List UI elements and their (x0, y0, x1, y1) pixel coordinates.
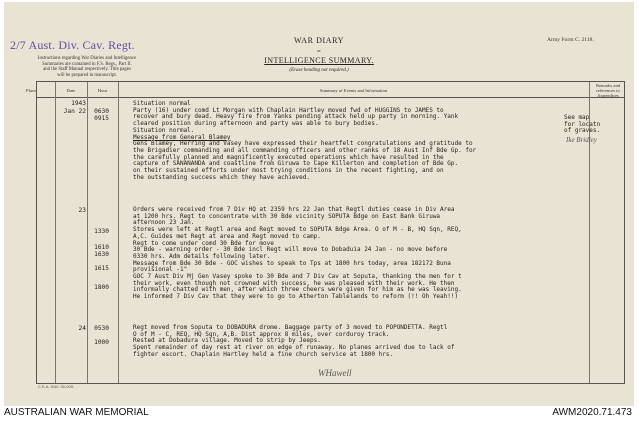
entry-line: O of M - C, REQ, HQ Sqn, A,B. Dist approx 8 miles, over corduroy track. (133, 330, 390, 338)
hour-label: 1330 (94, 228, 109, 235)
year-label: 1943 (71, 100, 86, 107)
instructions-note (12, 56, 162, 78)
hour-label: 1630 (94, 251, 109, 258)
form-erase-note: (Erase heading not required.) (289, 68, 349, 73)
entry-line: A,C. Guides met Regt at area and Regt moved to camp. (133, 232, 321, 240)
entry-line: the outstanding success which they have achieved. (133, 173, 311, 181)
hour-label: 1615 (94, 265, 109, 272)
entry-line: cleared position during afternoon and party was able to bury bodies. (133, 120, 379, 128)
header-divider (37, 97, 624, 98)
instructions-line: Summaries are contained in F.S. Regs., Part II. (42, 61, 132, 67)
diary-entry (133, 207, 462, 301)
remarks-note (564, 115, 600, 135)
hour-label: 0530 (94, 325, 109, 332)
hour-label: 0915 (94, 115, 109, 122)
entry-line: GOC 7 Aust Div Mj Gen Vasey spoke to 30 Bde and 7 Div Cav at Soputa, thanking the men for t (133, 273, 462, 281)
column-divider (55, 82, 56, 383)
remarks-line: for locatn (564, 120, 601, 128)
entry-line: Gens Blamey, Herring and Vasey have expressed their heartfelt congratulations and gratitude to (133, 140, 473, 148)
instructions-line: will be prepared in manuscript. (57, 72, 117, 78)
instructions-line: and the Staff Manual respectively. Title pages (43, 67, 131, 73)
entry-line: informally chatted with men, after which three cheers were given for him as he was leaving. (133, 286, 462, 294)
army-form-number: Army Form C. 2118. (547, 37, 594, 43)
entry-line: Message from Bde 30 Bde - GOC wishes to speak to Tps at 1800 hrs today, area 182172 Buna (133, 259, 451, 267)
date-label: Jan 22 (63, 108, 86, 115)
entry-line: Regt to come under comd 30 Bde for move (133, 239, 274, 247)
column-header-date: Date (66, 87, 76, 93)
column-header-summary: Summary of Events and Information (319, 87, 388, 93)
entry-line: at 1200 hrs. Regt to concentrate with 30 Bde vicinity SOPUTA Bdge on East Bank Giruwa (133, 212, 441, 220)
entry-line: Situation normal. (133, 126, 195, 134)
diary-entry (133, 101, 476, 181)
date-label: 24 (78, 325, 86, 332)
date-label: 23 (78, 207, 86, 214)
entry-line: Party (16) under comd Lt Morgan with Chaplain Hartley moved fwd of HUGGINS to JAMES to (133, 106, 444, 114)
officer-signature: WHawell (318, 368, 352, 378)
remarks-line: See map (564, 114, 590, 121)
column-header-hour: Hour (97, 87, 108, 93)
entry-line: the carefully planned and magnificently executed operations which have resulted in the (133, 153, 444, 161)
print-code: C.E.A. 5/40. 50,000. (38, 384, 75, 389)
hour-label: 1610 (94, 244, 109, 251)
entry-line: 0330 hrs. Adm details following later. (133, 252, 271, 260)
entry-line: He informed 7 Div Cav that they were to go to Atherton Tablelands to reform (!! Oh Yeah!!) (133, 293, 459, 301)
instructions-line: Instructions regarding War Diaries and Intelligence (37, 56, 137, 61)
entry-line: Orders were received from 7 Div HQ at 2359 hrs 22 Jan that Regtl duties cease in Div Area (133, 206, 455, 213)
column-divider (118, 82, 119, 383)
entry-line: Spent remainder of day rest at river on edge of runaway. No planes arrived due to lack of (133, 344, 455, 352)
unit-stamp: 2/7 Aust. Div. Cav. Regt. (10, 38, 135, 52)
entry-line: the Brigadier commanding and all commanding officers and other ranks of 18 Aust Inf Bde Gp. for (133, 146, 477, 154)
entry-line: 30 Bde - warning order - 30 Bde incl Regt will move to Dobaduia 24 Jan - no move before (133, 246, 448, 254)
diary-entry (133, 325, 455, 359)
hour-label: 1000 (94, 339, 109, 346)
entry-line: Regt moved from Soputa to DOBADURA drome. Baggage party of 3 moved to POPONDETTA. Regtl (133, 324, 448, 331)
entry-line: Rested at Dobadura village. Moved to strip by Jeeps. (133, 337, 321, 345)
archive-reference: AWM2020.71.473 (552, 407, 632, 418)
form-title-or: or (317, 48, 321, 53)
form-title: WAR DIARY (293, 36, 345, 45)
entry-line: Situation normal (133, 100, 191, 107)
entry-line: on their sustained efforts under most trying conditions in the recent fighting, and on (133, 167, 444, 175)
entry-line: Stores were left at Regtl area and Regt moved to SOPUTA Bdge Area. O of M - B, HQ Sqn, REQ, (133, 226, 462, 234)
column-header-place: Place (26, 87, 36, 93)
entry-line: their work, even though not crowned with success, he was pleased with their work. He then (133, 279, 455, 287)
archive-name: AUSTRALIAN WAR MEMORIAL (4, 407, 149, 418)
entry-line: afternoon 23 Jan. (133, 219, 195, 227)
entry-line: recover and bury dead. Heavy fire from Yanks pending attack held up party in morning. Yank (133, 113, 459, 121)
remarks-signature: Ike Bridley (566, 136, 597, 144)
entry-line: fighter escort. Chaplain Hartley held a fine church service at 1800 hrs. (133, 350, 394, 358)
entry-line: provisional -1" (133, 266, 188, 274)
entry-line: capture of SANANANDA and coastline from Giruwa to Cape Killerton and completion of Bde Gp. (133, 160, 459, 168)
entry-line: Message from General Blamey (133, 133, 231, 141)
column-header-remarks: Remarks and references to Appendices (595, 82, 621, 98)
hour-label: 0630 (94, 108, 109, 115)
hour-label: 1800 (94, 284, 109, 291)
form-subtitle: INTELLIGENCE SUMMARY. (264, 56, 374, 65)
remarks-line: of graves. (564, 127, 601, 135)
